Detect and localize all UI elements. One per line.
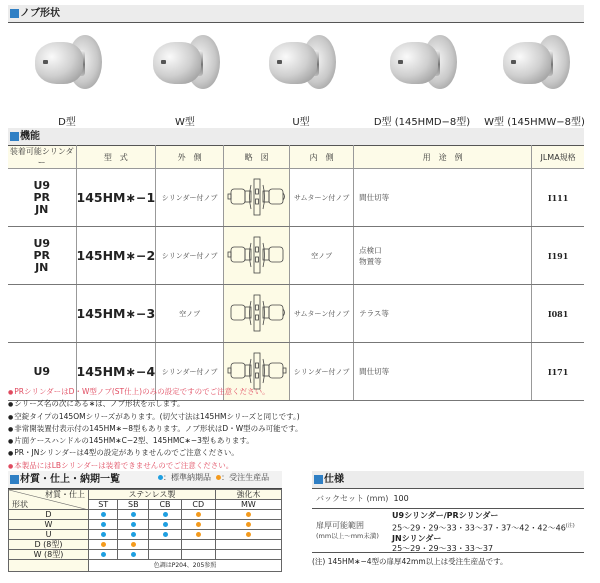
note-item: ● 本製品にはLBシリンダーは装着できませんのでご注意ください。: [8, 460, 303, 472]
order-dot-icon: [196, 522, 201, 527]
specs-block: [312, 489, 584, 567]
door-label: 扉厚可能範囲 (mm以上～mm未満): [316, 521, 379, 540]
col-inside: 内 側: [290, 146, 354, 169]
col-jlma: JLMA規格: [532, 146, 584, 169]
cylinder-cell: U9 PR JN: [8, 169, 76, 227]
note-item: ● 片面ケースハンドルの145HM∗C−2型、145HMC∗−3型もあります。: [8, 435, 303, 447]
availability-cell: [118, 550, 149, 560]
use-cell: テラス等: [354, 285, 532, 343]
function-table: [8, 145, 584, 401]
lock-diagram-icon: [224, 169, 290, 227]
availability-cell: [181, 510, 215, 520]
lock-diagram-icon: [224, 227, 290, 285]
group-stainless: ステンレス製: [89, 490, 216, 500]
knob-image: [495, 30, 575, 95]
order-dot-icon: [101, 542, 106, 547]
order-dot-icon: [196, 532, 201, 537]
order-dot-icon: [246, 532, 251, 537]
order-dot-icon: [246, 512, 251, 517]
availability-cell: [181, 540, 215, 550]
model-cell: 145HM∗−1: [76, 169, 156, 227]
outside-cell: 空ノブ: [156, 285, 224, 343]
shape-cell: W: [9, 520, 89, 530]
model-cell: 145HM∗−3: [76, 285, 156, 343]
availability-cell: [215, 540, 281, 550]
order-dot-icon: [131, 542, 136, 547]
model-cell: 145HM∗−4: [76, 343, 156, 401]
outside-cell: シリンダー付ノブ: [156, 169, 224, 227]
table-row: [9, 520, 282, 530]
col-cb: CB: [149, 500, 181, 510]
inside-cell: シリンダー付ノブ: [290, 343, 354, 401]
knob-label: D型 (145HMD−8型): [373, 117, 471, 128]
materials-footer: 色調はP204、205参照: [89, 560, 282, 572]
use-cell: 点検口 物置等: [354, 227, 532, 285]
availability-cell: [149, 540, 181, 550]
specs-note: (注) 145HM∗−4型の扉厚42mm以上は受注生産品です。: [312, 557, 508, 566]
table-row: [9, 540, 282, 550]
model-cell: 145HM∗−2: [76, 227, 156, 285]
standard-dot-icon: [101, 522, 106, 527]
availability-cell: [118, 540, 149, 550]
standard-dot-icon: [131, 512, 136, 517]
note-item: ● PR・JNシリンダーは4型の設定がありませんのでご注意ください。: [8, 447, 303, 459]
inside-cell: 空ノブ: [290, 227, 354, 285]
shape-cell: U: [9, 530, 89, 540]
knob-image: [145, 30, 225, 95]
col-st: ST: [89, 500, 118, 510]
order-dot-icon: [196, 512, 201, 517]
jlma-cell: I081: [532, 285, 584, 343]
cylinder-cell: U9 PR JN: [8, 227, 76, 285]
table-row: [9, 510, 282, 520]
availability-cell: [149, 530, 181, 540]
knob-d: [12, 22, 122, 128]
availability-cell: [215, 530, 281, 540]
section-knob-shapes-header: ノブ形状: [8, 5, 584, 23]
col-outside: 外 側: [156, 146, 224, 169]
availability-cell: [89, 550, 118, 560]
standard-dot-icon: [101, 532, 106, 537]
knob-d8: [362, 22, 482, 128]
shape-cell: D: [9, 510, 89, 520]
footer-blank: [9, 560, 89, 572]
table-row: [8, 227, 584, 285]
materials-table: [8, 489, 282, 572]
note-item: ● PRシリンダーはD・W型ノブ(ST仕上)のみの設定ですのでご注意ください。: [8, 386, 303, 398]
group-wood: 強化木: [215, 490, 281, 500]
availability-cell: [89, 520, 118, 530]
availability-cell: [215, 520, 281, 530]
knob-image: [382, 30, 462, 95]
section-functions-header: 機能: [8, 128, 584, 146]
cylinder-cell: [8, 285, 76, 343]
availability-cell: [89, 510, 118, 520]
col-cd: CD: [181, 500, 215, 510]
col-model: 型 式: [76, 146, 156, 169]
col-cylinder: 装着可能シリンダー: [8, 146, 76, 169]
section-materials-header: 材質・仕上・納期一覧: [8, 471, 282, 489]
knob-label: W型 (145HMW−8型): [484, 117, 585, 128]
corner-header: 材質・仕上 形状: [9, 490, 89, 510]
col-mw: MW: [215, 500, 281, 510]
table-row: [9, 550, 282, 560]
knob-label: D型: [58, 117, 76, 128]
table-row: [8, 169, 584, 227]
jlma-cell: I111: [532, 169, 584, 227]
knob-image: [261, 30, 341, 95]
availability-cell: [215, 510, 281, 520]
knob-label: U型: [292, 117, 310, 128]
outside-cell: シリンダー付ノブ: [156, 343, 224, 401]
standard-dot-icon: [101, 512, 106, 517]
knob-w: [130, 22, 240, 128]
standard-dot-icon: [163, 522, 168, 527]
availability-cell: [118, 520, 149, 530]
availability-cell: [149, 520, 181, 530]
section-specs-header: 仕様: [312, 471, 584, 489]
col-diagram: 略 図: [224, 146, 290, 169]
knob-w8: [472, 22, 597, 128]
cylinder-cell: U9: [8, 343, 76, 401]
standard-dot-icon: [163, 512, 168, 517]
jlma-cell: I191: [532, 227, 584, 285]
shape-cell: W (8型): [9, 550, 89, 560]
materials-legend: ：標準納期品 ：受注生産品: [158, 472, 269, 483]
standard-dot-icon: [163, 532, 168, 537]
standard-dot-icon: [131, 522, 136, 527]
lock-diagram-icon: [224, 285, 290, 343]
standard-dot-icon: [101, 552, 106, 557]
backset-row: バックセット (mm) 100: [312, 489, 584, 509]
standard-dot-icon: [131, 552, 136, 557]
door-values: U9シリンダー/PRシリンダー 25～29・29～33・33～37・37～42・$42\sim 46^{(注)}$ JNシリンダー 25～29・29～33・33～37: [392, 511, 575, 553]
availability-cell: [149, 550, 181, 560]
knob-label: W型: [175, 117, 195, 128]
col-sb: SB: [118, 500, 149, 510]
inside-cell: サムターン付ノブ: [290, 169, 354, 227]
outside-cell: シリンダー付ノブ: [156, 227, 224, 285]
availability-cell: [118, 510, 149, 520]
availability-cell: [118, 530, 149, 540]
table-row: [8, 285, 584, 343]
door-thickness-row: [312, 509, 584, 553]
table-row: [9, 530, 282, 540]
use-cell: 間仕切等: [354, 169, 532, 227]
note-item: ● 空錠タイプの145OMシリーズがあります。(切欠寸法は145HMシリーズと同じです。): [8, 411, 303, 423]
availability-cell: [181, 520, 215, 530]
col-use: 用 途 例: [354, 146, 532, 169]
shape-cell: D (8型): [9, 540, 89, 550]
knob-image: [27, 30, 107, 95]
knob-u: [246, 22, 356, 128]
inside-cell: サムターン付ノブ: [290, 285, 354, 343]
notes-list: [8, 386, 303, 472]
use-cell: 間仕切等: [354, 343, 532, 401]
availability-cell: [181, 550, 215, 560]
knob-shapes-row: [0, 22, 600, 128]
availability-cell: [89, 530, 118, 540]
jlma-cell: I171: [532, 343, 584, 401]
note-item: ● 非常開装置付表示付の145HM∗−8型もあります。ノブ形状はD・W型のみ可能です。: [8, 423, 303, 435]
availability-cell: [149, 510, 181, 520]
note-item: ● シリーズ名の次にある∗は、ノブ形状を示します。: [8, 398, 303, 410]
order-dot-icon: [246, 522, 251, 527]
availability-cell: [215, 550, 281, 560]
availability-cell: [89, 540, 118, 550]
availability-cell: [181, 530, 215, 540]
standard-dot-icon: [131, 532, 136, 537]
